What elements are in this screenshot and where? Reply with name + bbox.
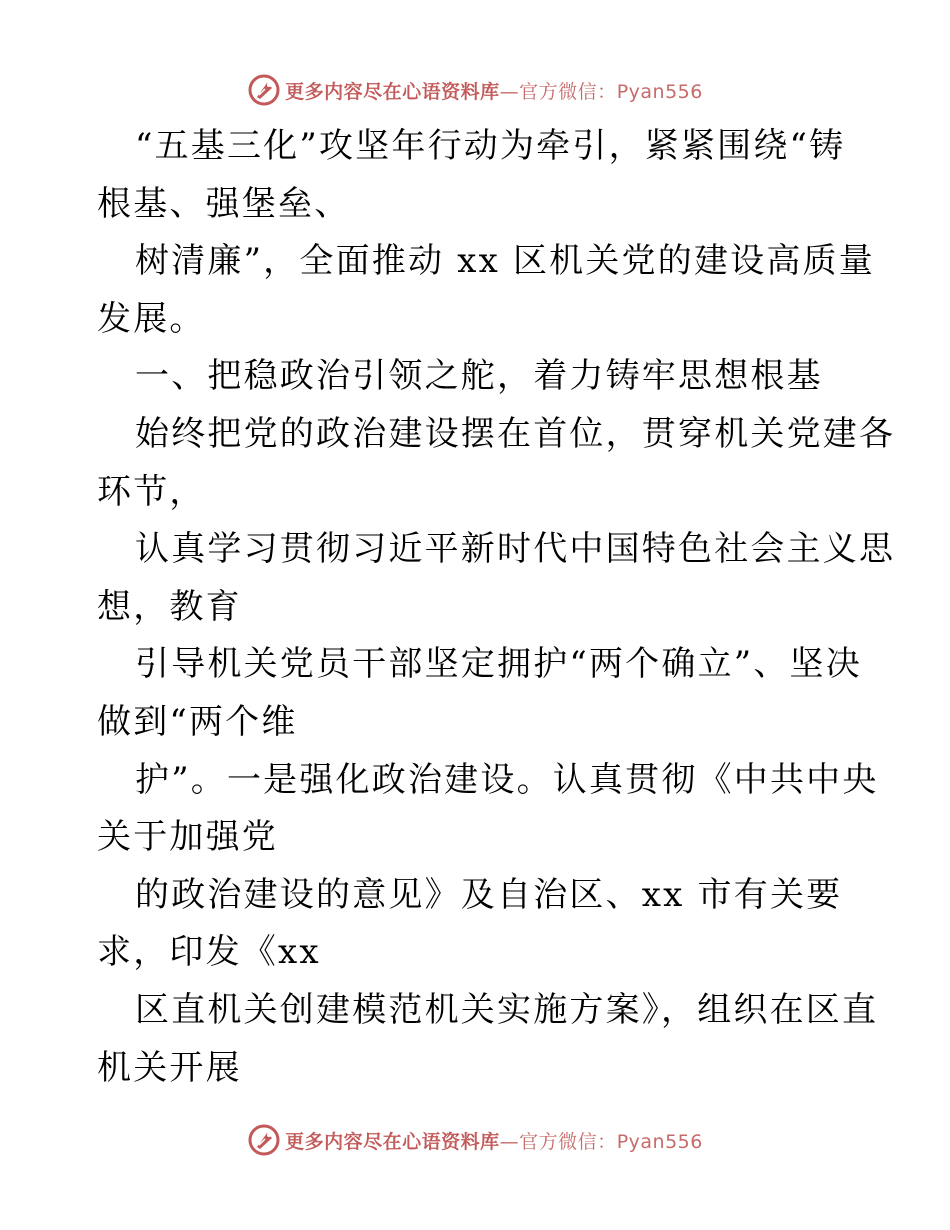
- watermark-official-label: 官方微信：: [519, 80, 617, 103]
- body-line: 树清廉”，全面推动 xx 区机关党的建设高质量: [135, 241, 875, 282]
- body-line: 的政治建设的意见》及自治区、xx 市有关要: [135, 874, 843, 915]
- body-line: 引导机关党员干部坚定拥护“两个确立”、坚决: [135, 644, 862, 685]
- watermark-official-label: 官方微信：: [519, 1130, 617, 1153]
- watermark-main-text: 更多内容尽在心语资料库: [285, 1130, 500, 1153]
- body-line: 发展。: [97, 298, 206, 339]
- body-line: 认真学习贯彻习近平新时代中国特色社会主义思: [135, 529, 896, 570]
- body-line: 根基、强堡垒、: [97, 183, 351, 224]
- body-line: 机关开展: [97, 1047, 242, 1088]
- body-line: 护”。一是强化政治建设。认真贯彻《中共中央: [135, 759, 879, 800]
- body-line: 区直机关创建模范机关实施方案》，组织在区直: [135, 989, 879, 1030]
- body-line: 关于加强党: [97, 817, 278, 858]
- body-line: 做到“两个维: [97, 701, 298, 742]
- watermark-text: [285, 77, 703, 104]
- document-body: [97, 118, 896, 1097]
- watermark-main-text: 更多内容尽在心语资料库: [285, 80, 500, 103]
- watermark-separator: —: [499, 1130, 520, 1153]
- pen-nib-logo-icon: [247, 1123, 281, 1157]
- body-line: 环节，: [97, 471, 206, 512]
- body-line: 求，印发《xx: [97, 932, 321, 973]
- header-watermark: [0, 70, 950, 110]
- body-line: 始终把党的政治建设摆在首位，贯穿机关党建各: [135, 413, 896, 454]
- pen-nib-logo-icon: [247, 73, 281, 107]
- watermark-separator: —: [499, 80, 520, 103]
- footer-watermark: [0, 1120, 950, 1160]
- watermark-account: Pyan556: [616, 1130, 703, 1153]
- body-line: “五基三化”攻坚年行动为牵引，紧紧围绕“铸: [135, 126, 846, 166]
- section-heading: 一、把稳政治引领之舵，着力铸牢思想根基: [135, 356, 823, 397]
- watermark-text: [285, 1127, 703, 1154]
- body-line: 想，教育: [97, 586, 242, 627]
- watermark-account: Pyan556: [616, 80, 703, 103]
